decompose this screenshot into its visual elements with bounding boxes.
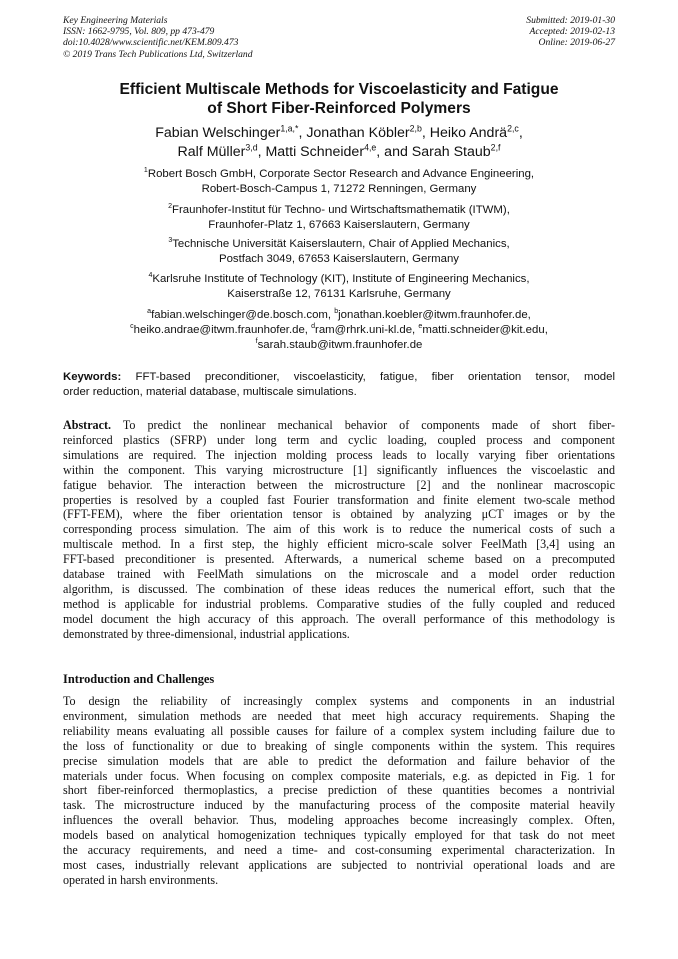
author-affil-sup: 2,c	[507, 123, 519, 134]
author-affil-sup: 4,e	[364, 141, 377, 152]
body-line: the loss of functionality or due to breaking of single components within the system. This requires	[63, 738, 615, 753]
email-address[interactable]: sarah.staub@itwm.fraunhofer.de	[257, 338, 423, 351]
author-name: Ralf Müller	[177, 143, 246, 160]
abstract-line: (FFT-FEM), where the fiber orientation tensor is obtained by analyzing μCT images or by the	[63, 507, 615, 522]
body-line: To design the reliability of increasingly complex systems and components in an industrial	[63, 694, 615, 708]
title-line: of Short Fiber-Reinforced Polymers	[207, 100, 471, 117]
abstract-block	[63, 418, 615, 642]
author-affil-sup: 3,d	[245, 141, 258, 152]
affil-line: Postfach 3049, 67653 Kaiserslautern, Germany	[219, 252, 459, 265]
author-name: , and Sarah Staub	[376, 143, 491, 160]
author-affil-sup: 2,f	[490, 141, 501, 152]
email-sup: e	[418, 323, 423, 330]
affil-sup: 2	[168, 203, 173, 211]
email-block	[63, 308, 615, 352]
keywords-label: Keywords:	[63, 371, 122, 383]
affil-line: Karlsruhe Institute of Technology (KIT), Institute of Engineering Mechanics,	[152, 273, 530, 285]
affiliation-4	[63, 272, 615, 302]
affiliation-1	[63, 167, 615, 197]
affiliation-2	[63, 203, 615, 233]
email-sup: a	[147, 308, 152, 316]
keywords-text: FFT-based preconditioner, viscoelasticity, fatigue, fiber orientation tensor, model	[121, 371, 615, 383]
body-line: reliability means evaluating all possible causes for failure of a complex system including failure due to	[63, 723, 615, 738]
email-address[interactable]: jonathan.koebler@itwm.fraunhofer.de,	[338, 309, 531, 321]
body-line: environment, simulation methods are needed that meet high accuracy requirements. Shaping the	[63, 708, 615, 723]
body-line: materials under focus. When focusing on complex composite materials, e.g. as depicted in Fig. 1 for	[63, 768, 615, 783]
affil-sup: 3	[168, 237, 173, 245]
abstract-line: fatigue behavior. The interaction between the microstructure [2] and the nonlinear macroscopic	[63, 477, 615, 492]
affil-sup: 4	[148, 272, 153, 280]
author-list	[63, 124, 615, 161]
body-line: short fiber-reinforced thermoplastics, a precise prediction of these quantities becomes a nontrivial	[63, 783, 615, 798]
body-line: influences the overall behavior. Thus, modeling approaches become increasingly complex. Often,	[63, 813, 615, 828]
affil-line: Fraunhofer-Institut für Techno- und Wirtschaftsmathematik (ITWM),	[172, 204, 510, 216]
dates-header	[526, 15, 615, 49]
author-name: , Heiko Andrä	[421, 125, 508, 141]
body-line: operated in harsh environments.	[63, 872, 219, 887]
body-line: the accuracy requirements, and need a time- and cost-consuming experimental characterization. In	[63, 843, 615, 858]
abstract-line: algorithm, is discussed. The combination of these ideas reduces the numerical effort, such that the	[63, 581, 615, 596]
email-sup: b	[334, 308, 339, 316]
author-line	[63, 124, 615, 143]
affil-line: Robert Bosch GmbH, Corporate Sector Research and Advance Engineering,	[147, 168, 535, 180]
body-line: most cases, industrially relevant applications are subjected to nontrivial operational loads and are	[63, 857, 615, 872]
abstract-line: demonstrated by three-dimensional, industrial applications.	[63, 626, 350, 641]
online-date: Online: 2019-06-27	[538, 37, 615, 49]
author-name: , Jonathan Köbler	[298, 125, 410, 141]
abstract-line: simulations are required. The injection molding process leads to locally varying fiber orientations	[63, 447, 615, 462]
doi-line: doi:10.4028/www.scientific.net/KEM.809.473	[63, 37, 239, 49]
body-line: task. The microstructure induced by the manufacturing process of the composite material heavily	[63, 798, 615, 813]
author-line	[63, 143, 615, 162]
author-separator: ,	[518, 125, 523, 141]
keywords-block	[63, 370, 615, 399]
affil-line: Fraunhofer-Platz 1, 67663 Kaiserslautern, Germany	[208, 218, 470, 231]
email-address[interactable]: ram@rhrk.uni-kl.de,	[315, 323, 419, 336]
affil-line: Technische Universität Kaiserslautern, Chair of Applied Mechanics,	[172, 238, 510, 250]
author-affil-sup: 2,b	[409, 123, 422, 134]
abstract-line: method is applicable for industrial problems. Comparative studies of the fully coupled and reduced	[63, 596, 615, 611]
email-address[interactable]: heiko.andrae@itwm.fraunhofer.de,	[133, 323, 312, 336]
issn-line: ISSN: 1662-9795, Vol. 809, pp 473-479	[63, 26, 215, 38]
author-name: , Matti Schneider	[257, 143, 365, 160]
abstract-line: reinforced plastics (SFRP) under long term and cyclic loading, coupled process and component	[63, 432, 615, 447]
abstract-text: To predict the nonlinear mechanical behavior of components made of short fiber-	[111, 418, 615, 432]
affil-sup: 1	[143, 167, 148, 175]
section-heading: Introduction and Challenges	[63, 672, 215, 686]
abstract-line: properties is resolved by a coupled fast Fourier transformation and finite element two-scale method	[63, 492, 615, 507]
copyright-line: © 2019 Trans Tech Publications Ltd, Switzerland	[63, 48, 253, 60]
paper-title	[63, 80, 615, 118]
abstract-label: Abstract.	[63, 418, 112, 432]
keywords-text: order reduction, material database, multiscale simulations.	[63, 385, 357, 398]
accepted-date: Accepted: 2019-02-13	[529, 26, 615, 38]
title-line: Efficient Multiscale Methods for Viscoelasticity and Fatigue	[119, 81, 559, 98]
abstract-line: corresponding process simulation. The aim of this work is to reduce the numerical costs of such a	[63, 522, 615, 537]
body-line: precise simulation models that are able to predict the deformation and failure behavior of the	[63, 753, 615, 768]
email-sup: d	[311, 323, 316, 330]
affil-line: Kaiserstraße 12, 76131 Karlsruhe, Germany	[227, 287, 451, 300]
journal-header	[63, 15, 253, 60]
journal-name: Key Engineering Materials	[63, 15, 168, 26]
abstract-line	[63, 418, 615, 433]
abstract-line: model document the high accuracy of this approach. The overall performance of this methodology is	[63, 611, 615, 626]
abstract-line: FFT-based preconditioner is presented. Afterwards, a numerical scheme based on a precomputed	[63, 552, 615, 567]
submitted-date: Submitted: 2019-01-30	[526, 15, 615, 26]
email-address[interactable]: fabian.welschinger@de.bosch.com,	[151, 309, 335, 321]
abstract-line: within the component. This varying microstructure [1] significantly influences the viscoelastic and	[63, 462, 615, 477]
body-line: models based on analytical homogenization techniques typically employed for that task do not meet	[63, 828, 615, 843]
author-affil-sup: 1,a,*	[280, 123, 299, 134]
abstract-line: database trained with FeelMath simulations on the microscale and a model order reduction	[63, 567, 615, 582]
email-address[interactable]: matti.schneider@kit.edu,	[422, 323, 548, 336]
email-sup: c	[130, 323, 134, 330]
affiliation-3	[63, 237, 615, 267]
introduction-body	[63, 694, 615, 888]
affil-line: Robert-Bosch-Campus 1, 71272 Renningen, Germany	[201, 182, 477, 195]
email-sup: f	[255, 337, 258, 345]
abstract-line: multiscale method. In a first step, the highly efficient micro-scale solver FeelMath [3,4] using an	[63, 537, 615, 552]
author-name: Fabian Welschinger	[155, 125, 281, 141]
